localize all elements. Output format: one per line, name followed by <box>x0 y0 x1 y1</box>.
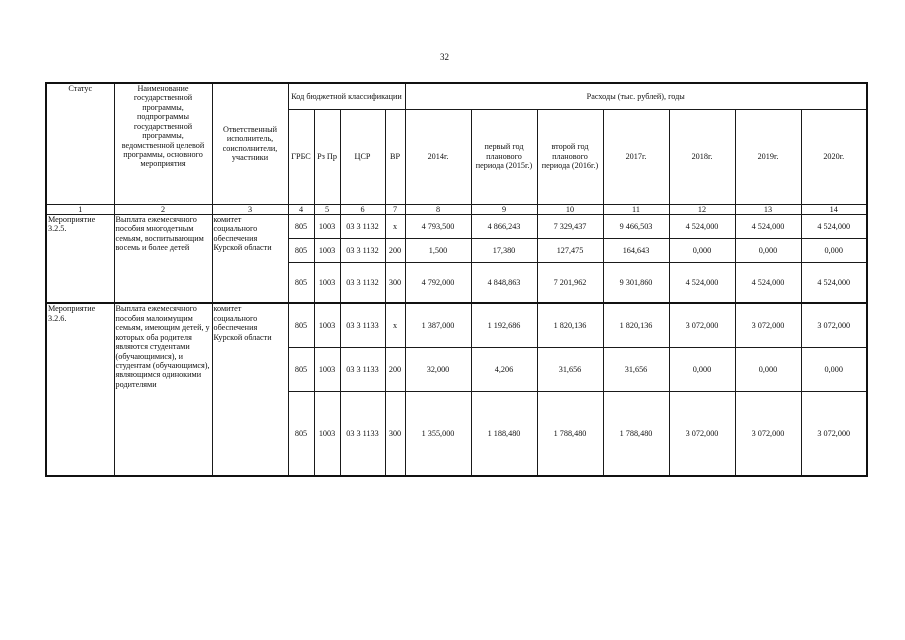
col-number: 9 <box>471 204 537 214</box>
name-cell: Выплата ежемесячного пособия малоимущим семьям, имеющим детей, у которых оба родителя являются студентами (обучающимися), и студентам (обучающимся), являющимся одинокими родителями <box>114 303 212 476</box>
header-2019: 2019г. <box>735 109 801 204</box>
value-cell: 4 524,000 <box>801 262 867 303</box>
responsible-cell: комитет социального обеспечения Курской области <box>212 214 288 303</box>
value-cell: 17,380 <box>471 238 537 262</box>
value-cell: 4 524,000 <box>801 214 867 238</box>
header-2017: 2017г. <box>603 109 669 204</box>
value-cell: 9 301,860 <box>603 262 669 303</box>
vr-cell: 200 <box>385 238 405 262</box>
column-number-row <box>46 204 867 214</box>
csr-cell: 03 3 1133 <box>340 391 385 476</box>
col-number: 12 <box>669 204 735 214</box>
value-cell: 0,000 <box>669 347 735 391</box>
value-cell: 1 820,136 <box>537 303 603 347</box>
rzpr-cell: 1003 <box>314 214 340 238</box>
header-grbs: ГРБС <box>288 109 314 204</box>
grbs-cell: 805 <box>288 238 314 262</box>
table-row <box>46 303 867 347</box>
value-cell: 3 072,000 <box>801 391 867 476</box>
value-cell: 4 793,500 <box>405 214 471 238</box>
header-expenses: Расходы (тыс. рублей), годы <box>405 83 867 109</box>
header-name: Наименование государственной программы, подпрограммы государственной программы, ведомственной целевой программы, основного мероприятия <box>114 83 212 204</box>
col-number: 13 <box>735 204 801 214</box>
value-cell: 31,656 <box>603 347 669 391</box>
value-cell: 164,643 <box>603 238 669 262</box>
rzpr-cell: 1003 <box>314 262 340 303</box>
header-2020: 2020г. <box>801 109 867 204</box>
col-number: 2 <box>114 204 212 214</box>
grbs-cell: 805 <box>288 262 314 303</box>
value-cell: 4 792,000 <box>405 262 471 303</box>
header-2016: второй год планового периода (2016г.) <box>537 109 603 204</box>
csr-cell: 03 3 1133 <box>340 347 385 391</box>
rzpr-cell: 1003 <box>314 238 340 262</box>
value-cell: 1,500 <box>405 238 471 262</box>
value-cell: 0,000 <box>669 238 735 262</box>
value-cell: 4 524,000 <box>669 262 735 303</box>
col-number: 8 <box>405 204 471 214</box>
budget-table <box>45 82 868 477</box>
page-number: 32 <box>440 52 449 62</box>
value-cell: 127,475 <box>537 238 603 262</box>
status-cell: Мероприятие 3.2.6. <box>46 303 114 476</box>
status-cell: Мероприятие 3.2.5. <box>46 214 114 303</box>
value-cell: 4 848,863 <box>471 262 537 303</box>
header-2014: 2014г. <box>405 109 471 204</box>
rzpr-cell: 1003 <box>314 303 340 347</box>
grbs-cell: 805 <box>288 303 314 347</box>
value-cell: 31,656 <box>537 347 603 391</box>
vr-cell: х <box>385 214 405 238</box>
value-cell: 4 866,243 <box>471 214 537 238</box>
value-cell: 7 329,437 <box>537 214 603 238</box>
vr-cell: 200 <box>385 347 405 391</box>
value-cell: 4 524,000 <box>735 262 801 303</box>
name-cell: Выплата ежемесячного пособия многодетным семьям, воспитывающим восемь и более детей <box>114 214 212 303</box>
value-cell: 0,000 <box>801 238 867 262</box>
rzpr-cell: 1003 <box>314 391 340 476</box>
value-cell: 3 072,000 <box>669 303 735 347</box>
value-cell: 0,000 <box>735 347 801 391</box>
table-row <box>46 214 867 238</box>
col-number: 11 <box>603 204 669 214</box>
value-cell: 1 820,136 <box>603 303 669 347</box>
responsible-cell: комитет социального обеспечения Курской области <box>212 303 288 476</box>
col-number: 14 <box>801 204 867 214</box>
value-cell: 1 788,480 <box>537 391 603 476</box>
vr-cell: 300 <box>385 262 405 303</box>
header-vr: ВР <box>385 109 405 204</box>
header-responsible: Ответственный исполнитель, соисполнители, участники <box>212 83 288 204</box>
value-cell: 3 072,000 <box>669 391 735 476</box>
csr-cell: 03 3 1132 <box>340 238 385 262</box>
col-number: 1 <box>46 204 114 214</box>
value-cell: 3 072,000 <box>801 303 867 347</box>
value-cell: 1 192,686 <box>471 303 537 347</box>
vr-cell: 300 <box>385 391 405 476</box>
grbs-cell: 805 <box>288 214 314 238</box>
value-cell: 4 524,000 <box>669 214 735 238</box>
value-cell: 32,000 <box>405 347 471 391</box>
csr-cell: 03 3 1132 <box>340 214 385 238</box>
value-cell: 4,206 <box>471 347 537 391</box>
col-number: 7 <box>385 204 405 214</box>
value-cell: 4 524,000 <box>735 214 801 238</box>
header-csr: ЦСР <box>340 109 385 204</box>
grbs-cell: 805 <box>288 347 314 391</box>
csr-cell: 03 3 1133 <box>340 303 385 347</box>
header-2015: первый год планового периода (2015г.) <box>471 109 537 204</box>
value-cell: 1 387,000 <box>405 303 471 347</box>
value-cell: 3 072,000 <box>735 391 801 476</box>
col-number: 4 <box>288 204 314 214</box>
value-cell: 1 355,000 <box>405 391 471 476</box>
header-2018: 2018г. <box>669 109 735 204</box>
col-number: 5 <box>314 204 340 214</box>
value-cell: 3 072,000 <box>735 303 801 347</box>
grbs-cell: 805 <box>288 391 314 476</box>
csr-cell: 03 3 1132 <box>340 262 385 303</box>
value-cell: 0,000 <box>735 238 801 262</box>
rzpr-cell: 1003 <box>314 347 340 391</box>
value-cell: 1 188,480 <box>471 391 537 476</box>
value-cell: 0,000 <box>801 347 867 391</box>
vr-cell: х <box>385 303 405 347</box>
value-cell: 9 466,503 <box>603 214 669 238</box>
header-status: Статус <box>46 83 114 204</box>
col-number: 6 <box>340 204 385 214</box>
header-budget-code: Код бюджетной классификации <box>288 83 405 109</box>
header-rzpr: Рз Пр <box>314 109 340 204</box>
col-number: 3 <box>212 204 288 214</box>
value-cell: 1 788,480 <box>603 391 669 476</box>
value-cell: 7 201,962 <box>537 262 603 303</box>
col-number: 10 <box>537 204 603 214</box>
